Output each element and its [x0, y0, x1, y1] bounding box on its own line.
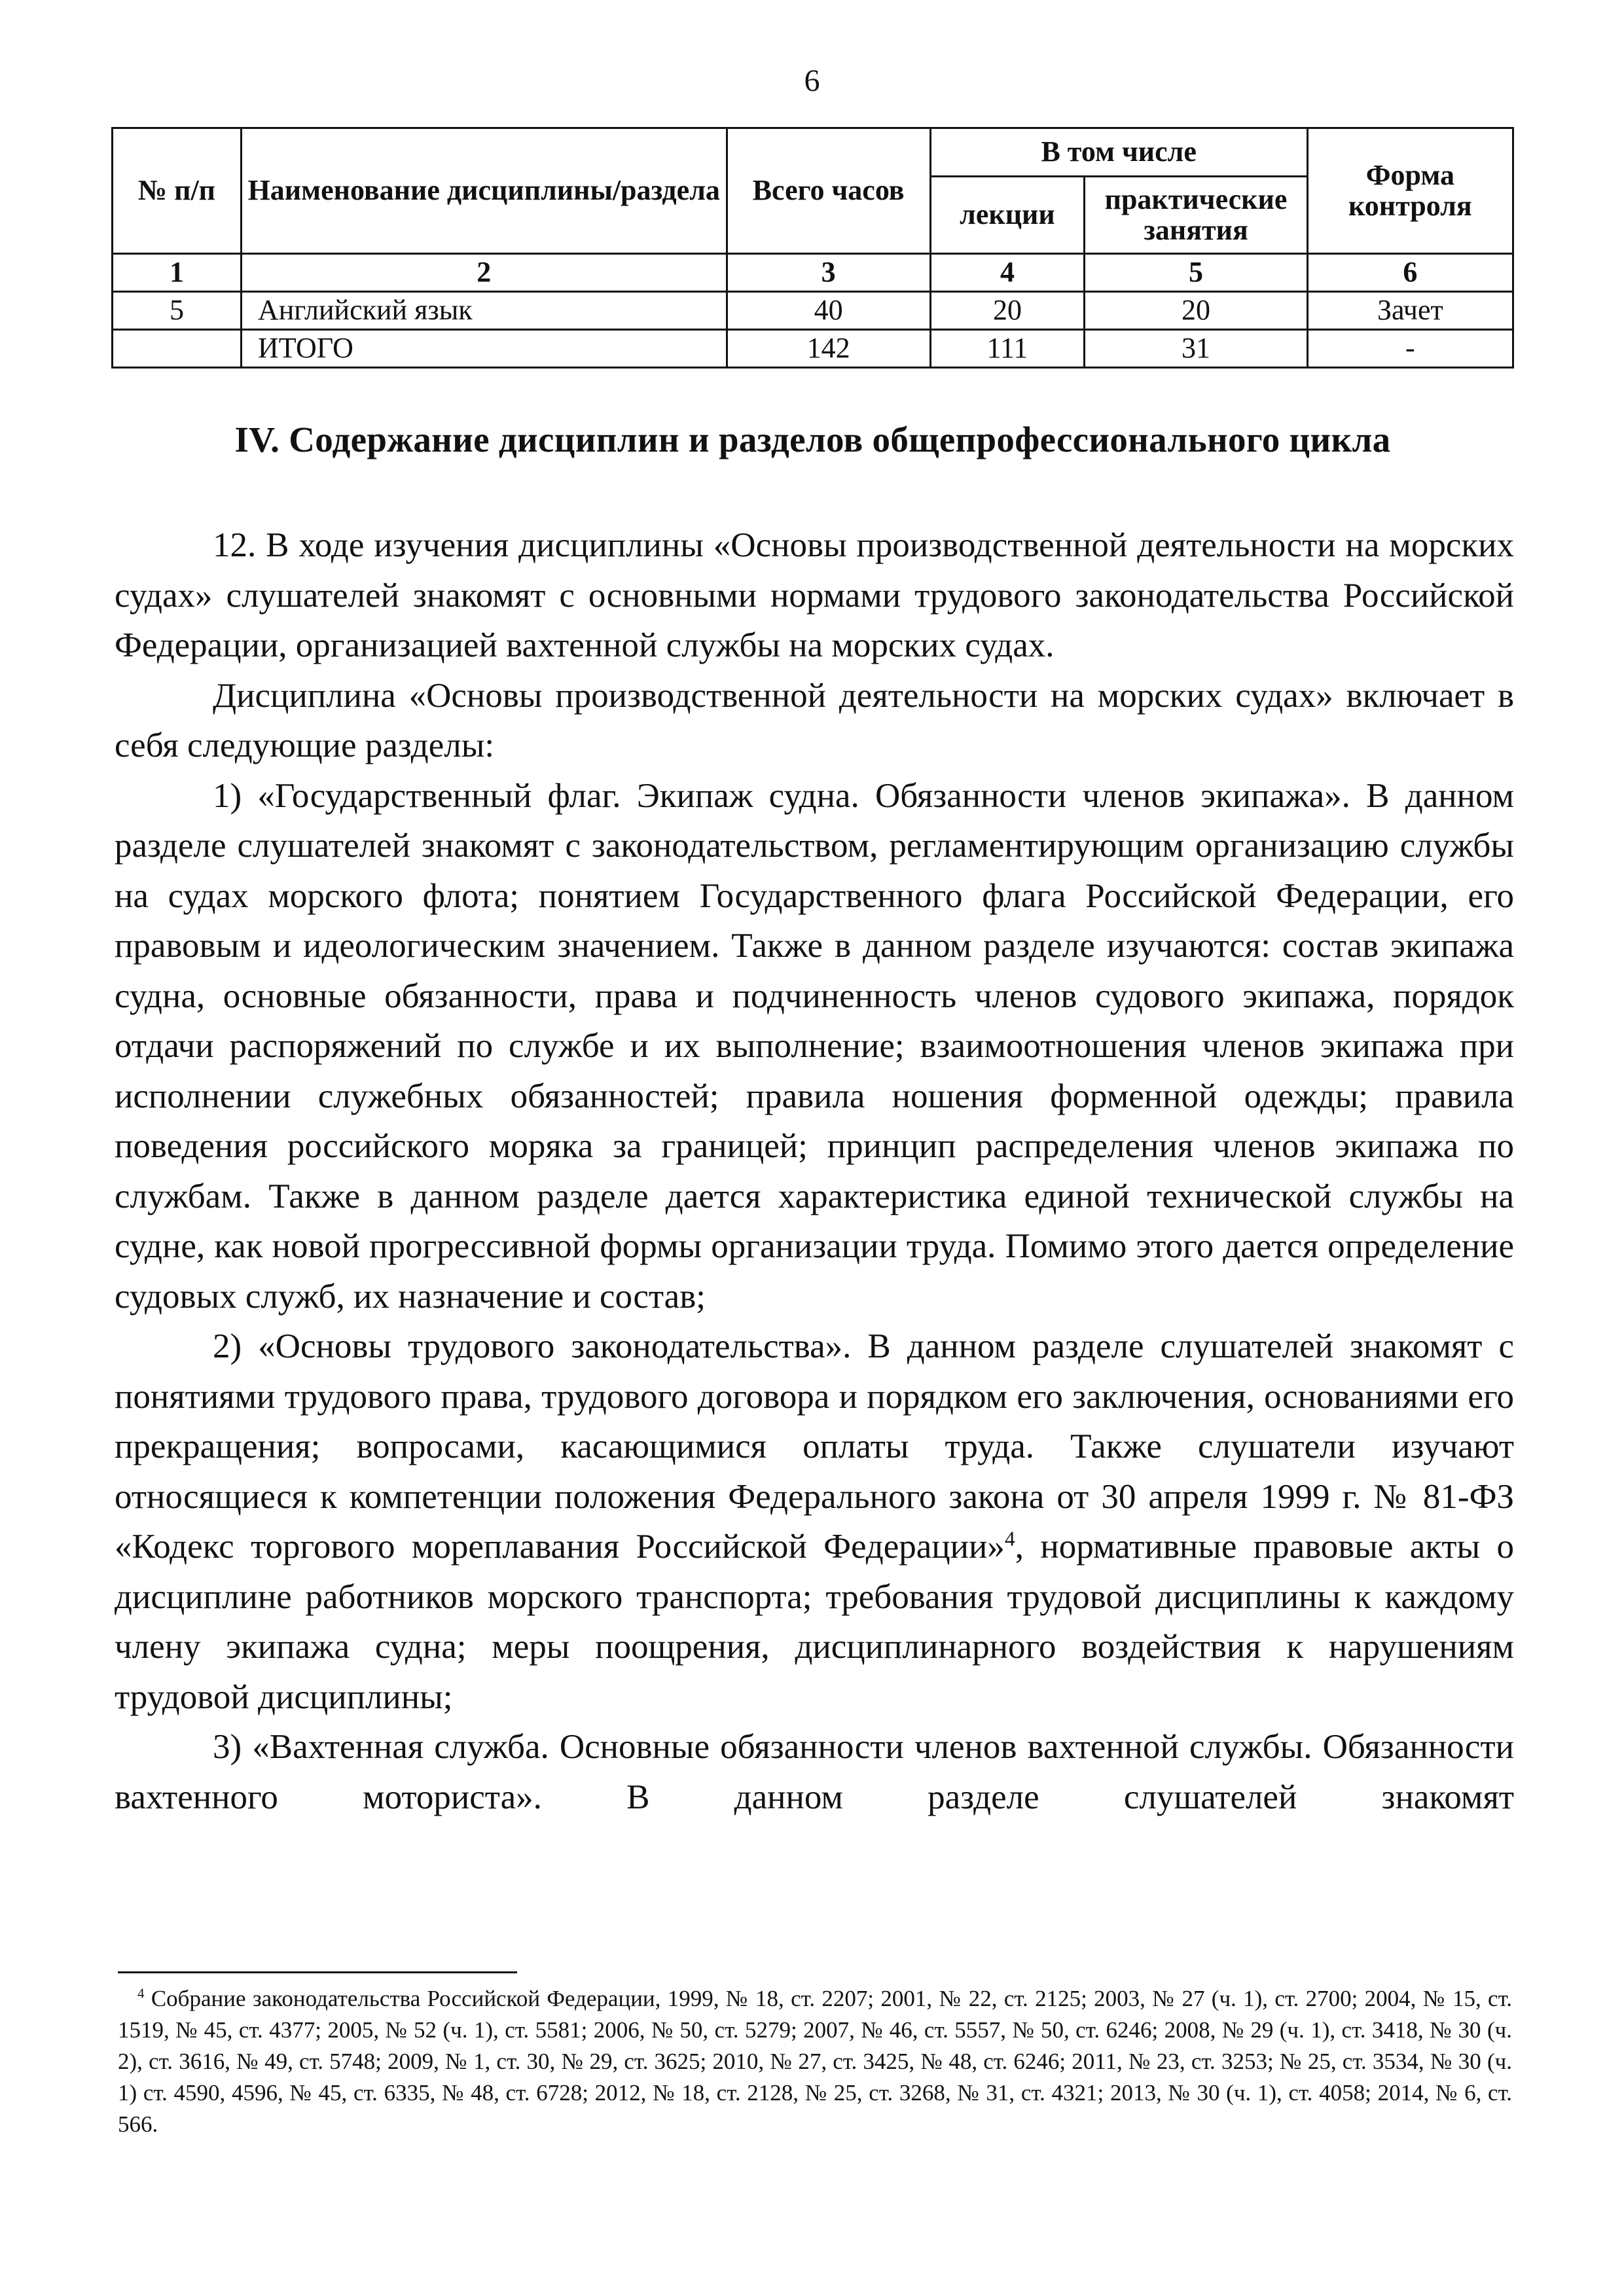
- paragraph-12: 12. В ходе изучения дисциплины «Основы производственной деятельности на морских судах» слушателей знакомят с основными нормами трудового законодательства Российской Федерации, организацией вахтенной службы на морских судах.: [115, 526, 1514, 664]
- row-lectures: 111: [930, 330, 1085, 368]
- row-name: Английский язык: [241, 292, 727, 330]
- header-lectures: лекции: [930, 177, 1085, 254]
- column-number: 2: [241, 254, 727, 292]
- paragraph-section-1: 1) «Государственный флаг. Экипаж судна. Обязанности членов экипажа». В данном разделе слушателей знакомят с законодательством, регламентирующим организацию службы на судах морского флота; понятием Государственного флага Российской Федерации, его правовым и идеологическим значением. Также в данном разделе изучаются: состав экипажа судна, основные обязанности, права и подчиненность членов судового экипажа, порядок отдачи распоряжений по службе и их выполнение; взаимоотношения членов экипажа при исполнении служебных обязанностей; правила ношения форменной одежды; правила поведения российского моряка за границей; принцип распределения членов экипажа по службам. Также в данном разделе дается характеристика единой технической службы на судне, как новой прогрессивной формы организации труда. Помимо этого дается определение судовых служб, их назначение и состав;: [115, 776, 1514, 1316]
- paragraph-section-2-continuation: , нормативные правовые акты о дисциплине работников морского транспорта; требования трудовой дисциплины к каждому члену экипажа судна; меры поощрения, дисциплинарного воздействия к нарушениям трудовой дисциплины;: [115, 1528, 1514, 1716]
- section-heading: IV. Содержание дисциплин и разделов общепрофессионального цикла: [234, 420, 1391, 459]
- row-total: 40: [727, 292, 930, 330]
- row-num: [113, 330, 242, 368]
- paragraph-section-2-text: 2) «Основы трудового законодательства». В данном разделе слушателей знакомят с понятиями трудового права, трудового договора и порядком его заключения, основаниями его прекращения; вопросами, касающимися оплаты труда. Также слушатели изучают относящиеся к компетенции положения Федерального закона от 30 апреля 1999 г. № 81-ФЗ «Кодекс торгового мореплавания Российской Федерации»: [115, 1327, 1514, 1566]
- column-number: 6: [1307, 254, 1513, 292]
- header-total: Всего часов: [727, 128, 930, 254]
- header-num: № п/п: [113, 128, 242, 254]
- row-practical: 31: [1085, 330, 1307, 368]
- row-control: Зачет: [1307, 292, 1513, 330]
- footnote: [118, 1983, 1512, 2140]
- column-number: 1: [113, 254, 242, 292]
- row-lectures: 20: [930, 292, 1085, 330]
- curriculum-table: [111, 127, 1514, 368]
- header-name: Наименование дисциплины/раздела: [241, 128, 727, 254]
- paragraph-sections-intro: Дисциплина «Основы производственной деятельности на морских судах» включает в себя следующие разделы:: [115, 676, 1514, 764]
- row-total: 142: [727, 330, 930, 368]
- body-text: [115, 520, 1514, 1822]
- column-number: 3: [727, 254, 930, 292]
- paragraph-section-3: 3) «Вахтенная служба. Основные обязанности членов вахтенной службы. Обязанности вахтенного моториста». В данном разделе слушателей знакомят: [115, 1728, 1514, 1816]
- page-number: 6: [804, 63, 820, 98]
- row-num: 5: [113, 292, 242, 330]
- header-control: Форма контроля: [1307, 128, 1513, 254]
- column-number-row: [113, 254, 1513, 292]
- row-control: -: [1307, 330, 1513, 368]
- footnote-reference: 4: [1004, 1527, 1015, 1551]
- footnote-divider: [118, 1971, 517, 1973]
- footnote-text: Собрание законодательства Российской Федерации, 1999, № 18, ст. 2207; 2001, № 22, ст. 2125; 2003, № 27 (ч. 1), ст. 2700; 2004, № 15, ст. 1519, № 45, ст. 4377; 2005, № 52 (ч. 1), ст. 5581; 2006, № 50, ст. 5279; 2007, № 46, ст. 5557, № 50, ст. 6246; 2008, № 29 (ч. 1), ст. 3418, № 30 (ч. 2), ст. 3616, № 49, ст. 5748; 2009, № 1, ст. 30, № 29, ст. 3625; 2010, № 27, ст. 3425, № 48, ст. 6246; 2011, № 23, ст. 3253; № 25, ст. 3534, № 30 (ч. 1) ст. 4590, 4596, № 45, ст. 6335, № 48, ст. 6728; 2012, № 18, ст. 2128, № 25, ст. 3268, № 31, ст. 4321; 2013, № 30 (ч. 1), ст. 4058; 2014, № 6, ст. 566.: [118, 1986, 1512, 2137]
- paragraph-section-2: [115, 1321, 1514, 1722]
- table-row-total: [113, 330, 1513, 368]
- row-name: ИТОГО: [241, 330, 727, 368]
- column-number: 4: [930, 254, 1085, 292]
- table-row: [113, 292, 1513, 330]
- column-number: 5: [1085, 254, 1307, 292]
- footnote-marker: 4: [137, 1985, 145, 2001]
- header-practical: практические занятия: [1085, 177, 1307, 254]
- row-practical: 20: [1085, 292, 1307, 330]
- header-including: В том числе: [930, 128, 1307, 177]
